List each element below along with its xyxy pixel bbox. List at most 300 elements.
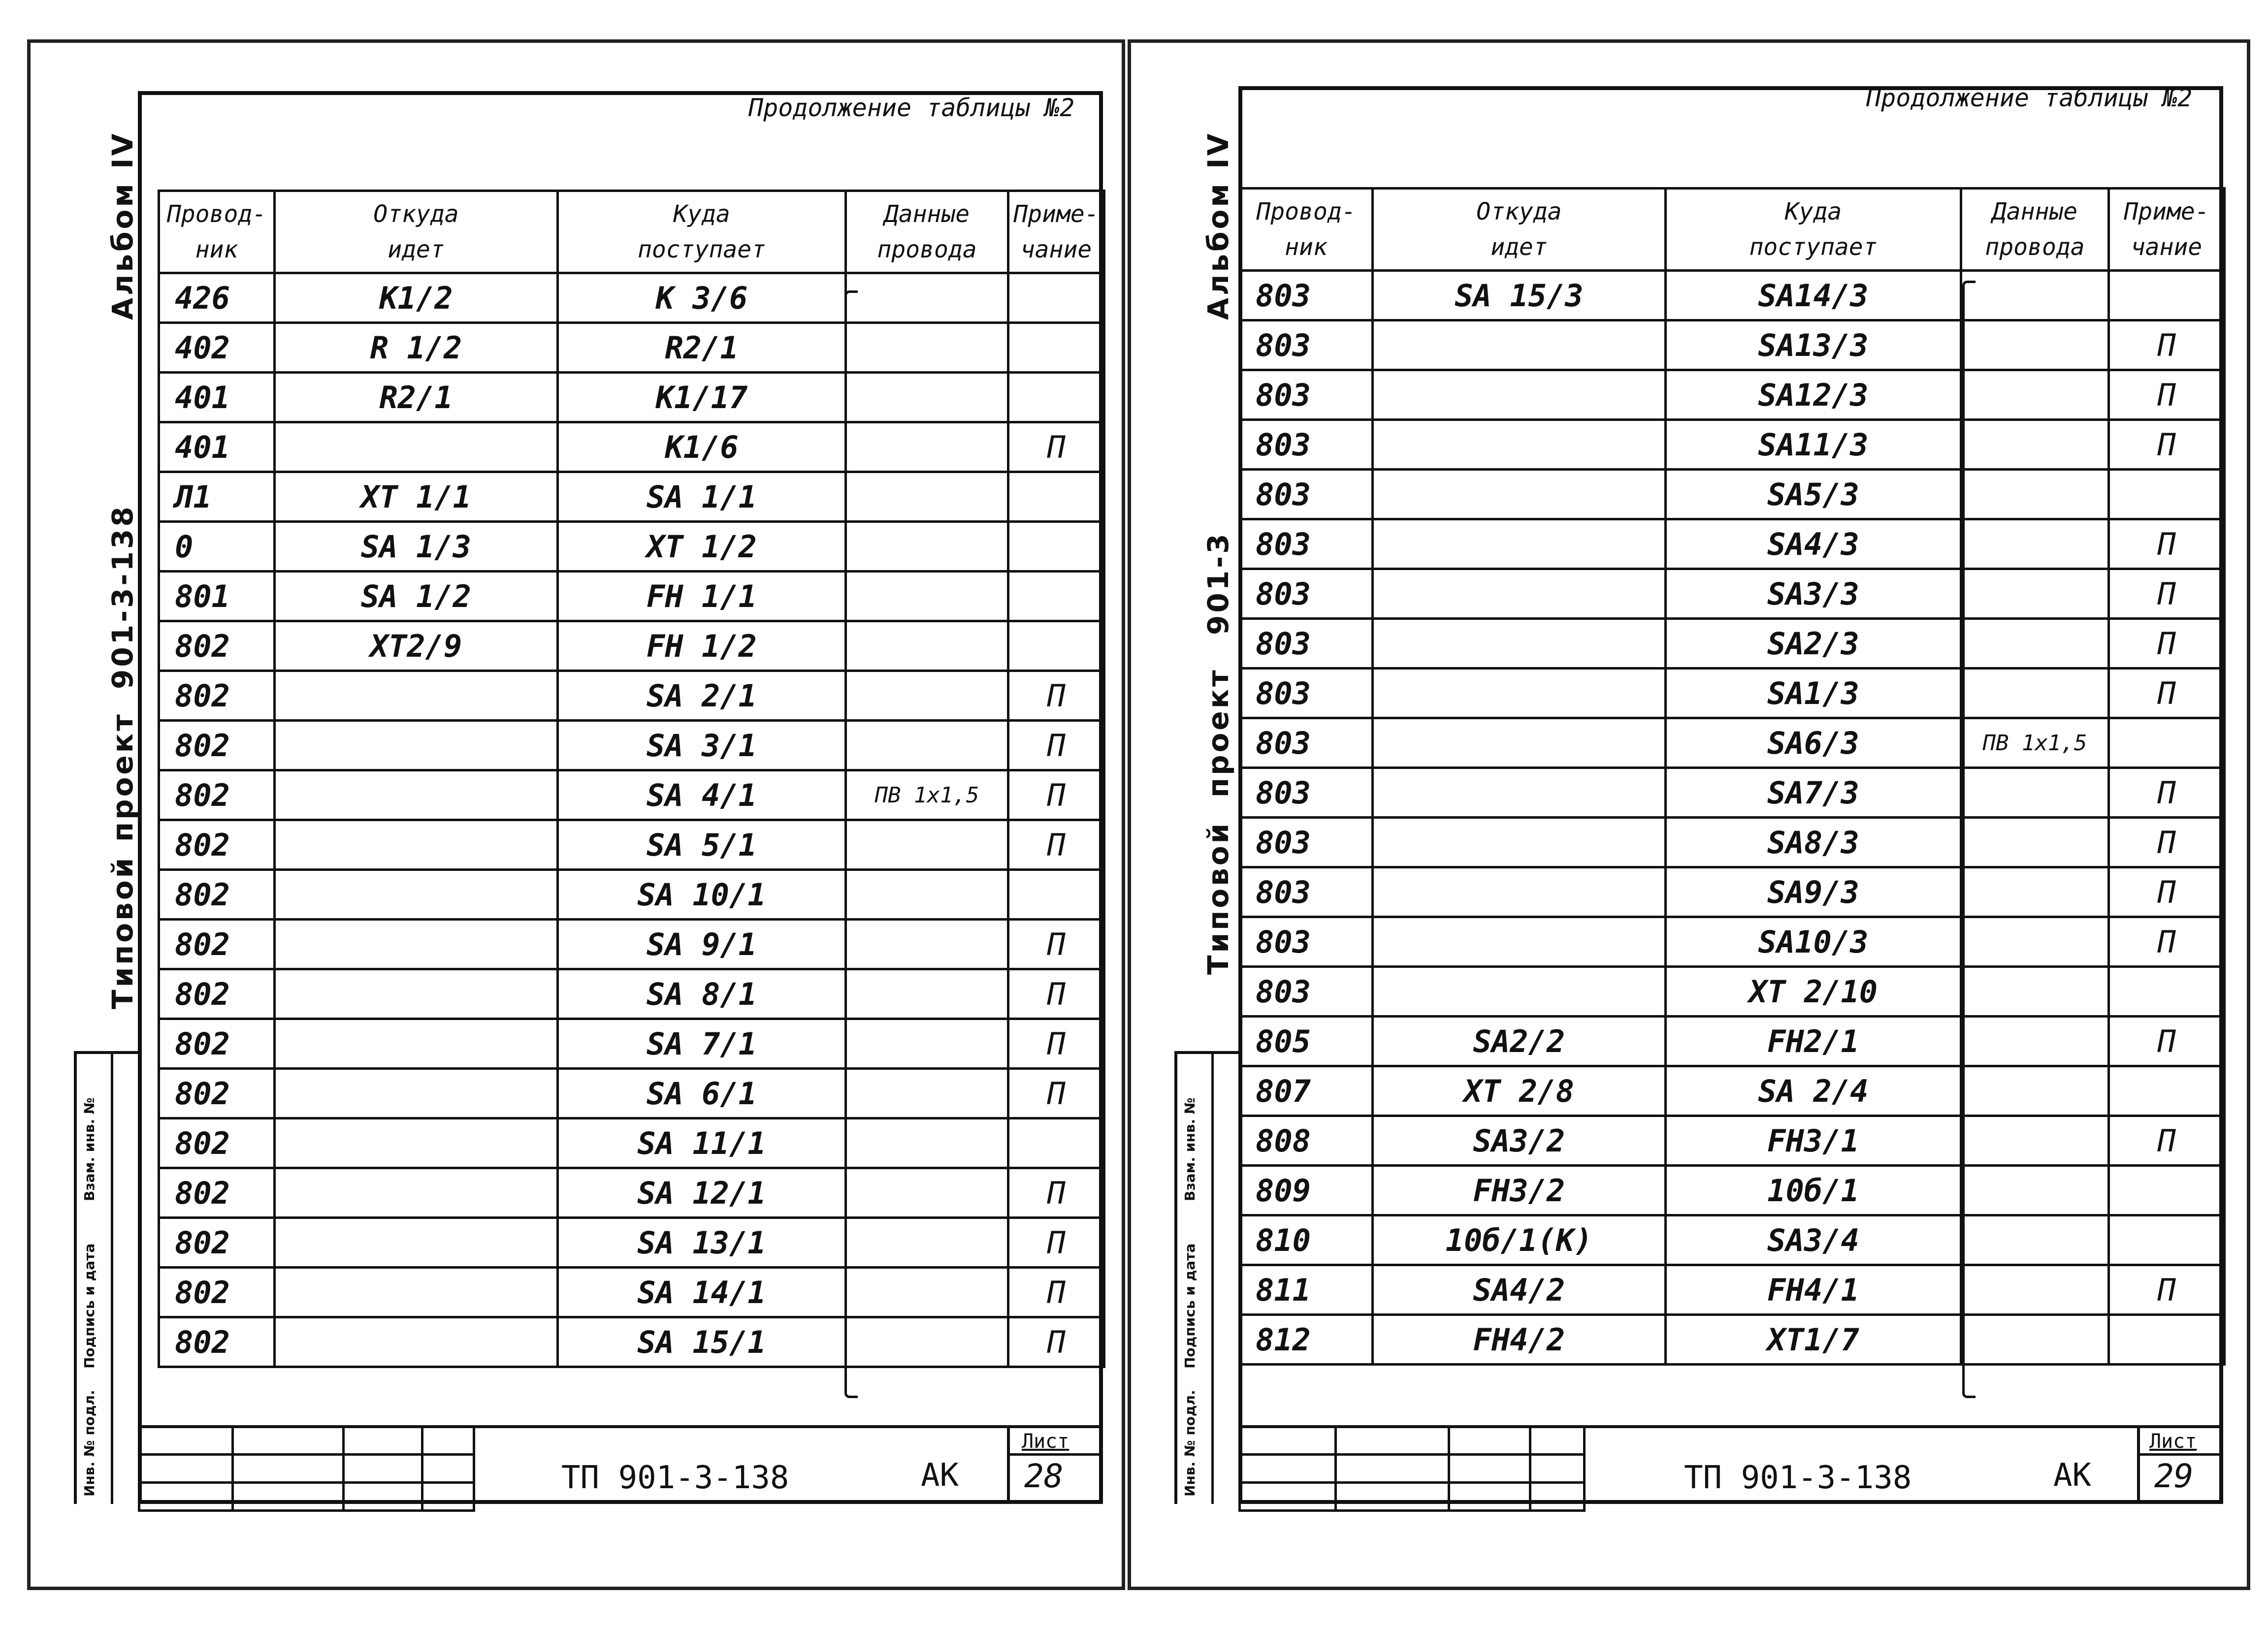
- cell-wire-data: [846, 572, 1008, 621]
- col-header-wire-data: Данные провода: [846, 191, 1008, 273]
- cell-note: П: [1008, 1168, 1104, 1218]
- table-row: [159, 373, 1104, 422]
- stamp-label-replaced: Взам. инв. №: [81, 1097, 97, 1201]
- cell-wire-data: [1961, 669, 2109, 718]
- cell-to: SA12/3: [1666, 370, 1961, 420]
- cell-from: [1373, 370, 1666, 420]
- cell-note: П: [1008, 1069, 1104, 1118]
- cell-to: SA 12/1: [558, 1168, 846, 1218]
- cell-from: [1373, 470, 1666, 519]
- cell-wire-number: 801: [159, 572, 275, 621]
- cell-wire-number: 803: [1240, 669, 1373, 718]
- cell-note: П: [1008, 1317, 1104, 1367]
- cell-wire-number: 803: [1240, 320, 1373, 370]
- table-row: [159, 572, 1104, 621]
- cell-from: R2/1: [275, 373, 558, 422]
- cell-note: [1008, 522, 1104, 572]
- cell-from: [275, 671, 558, 721]
- cell-wire-number: 802: [159, 969, 275, 1019]
- title-block-sheet-rule: [2137, 1453, 2223, 1456]
- cell-wire-number: 803: [1240, 619, 1373, 669]
- cell-from: SA2/2: [1373, 1017, 1666, 1066]
- cell-wire-data: [846, 1168, 1008, 1218]
- table-header-row: [1240, 189, 2225, 271]
- table-row: [159, 1069, 1104, 1118]
- cell-to: SA10/3: [1666, 917, 1961, 967]
- table-row: [159, 770, 1104, 820]
- cell-from: [1373, 967, 1666, 1017]
- cell-note: [2109, 1066, 2225, 1116]
- cell-from: SA 1/3: [275, 522, 558, 572]
- table-row: [1240, 818, 2225, 867]
- cell-from: FH3/2: [1373, 1166, 1666, 1215]
- cell-from: [275, 1069, 558, 1118]
- table-row: [1240, 917, 2225, 967]
- table-row: [1240, 320, 2225, 370]
- cell-wire-number: 0: [159, 522, 275, 572]
- stamp-label-signature: Подпись и дата: [81, 1243, 97, 1369]
- cell-note: [2109, 1215, 2225, 1265]
- cell-wire-number: 802: [159, 920, 275, 969]
- stamp-label-replaced: Взам. инв. №: [1182, 1097, 1198, 1201]
- cell-wire-data: [1961, 1017, 2109, 1066]
- cell-note: [2109, 1166, 2225, 1215]
- cell-wire-data: [1961, 519, 2109, 569]
- table-row: [1240, 1166, 2225, 1215]
- cell-note: П: [2109, 320, 2225, 370]
- cell-note: П: [2109, 768, 2225, 818]
- cell-wire-data: [1961, 967, 2109, 1017]
- cell-wire-number: 803: [1240, 569, 1373, 619]
- table-row: [1240, 470, 2225, 519]
- table-row: [159, 422, 1104, 472]
- cell-note: П: [2109, 669, 2225, 718]
- col-header-wire: Провод- ник: [1240, 189, 1373, 271]
- cell-wire-data: [1961, 271, 2109, 320]
- cell-wire-data: [846, 273, 1008, 323]
- cell-note: П: [2109, 519, 2225, 569]
- cell-to: SA14/3: [1666, 271, 1961, 320]
- table-row: [159, 1019, 1104, 1069]
- cell-wire-data: [846, 323, 1008, 373]
- cell-to: К1/17: [558, 373, 846, 422]
- cell-note: [2109, 718, 2225, 768]
- stamp-strip-left: [74, 1051, 77, 1504]
- cell-note: П: [2109, 370, 2225, 420]
- cell-note: П: [2109, 1265, 2225, 1315]
- table-caption: Продолжение таблицы №2: [748, 94, 1075, 122]
- cell-to: FH 1/2: [558, 621, 846, 671]
- cell-wire-data: [1961, 320, 2109, 370]
- margin-album: Альбом IV: [1201, 131, 1235, 320]
- document-section: АК: [2053, 1457, 2092, 1494]
- cell-wire-number: 426: [159, 273, 275, 323]
- cell-to: FH2/1: [1666, 1017, 1961, 1066]
- cell-from: [275, 422, 558, 472]
- cell-from: SA 1/2: [275, 572, 558, 621]
- cell-to: SA 2/4: [1666, 1066, 1961, 1116]
- stamp-strip-left: [1174, 1051, 1177, 1504]
- table-row: [159, 273, 1104, 323]
- cell-to: SA 15/1: [558, 1317, 846, 1367]
- cell-wire-data: [846, 472, 1008, 522]
- margin-series: Типовой: [1201, 821, 1235, 975]
- cell-from: [1373, 917, 1666, 967]
- cell-to: SA2/3: [1666, 619, 1961, 669]
- cell-wire-data: [1961, 569, 2109, 619]
- cell-wire-number: Л1: [159, 472, 275, 522]
- cell-wire-data: [1961, 1066, 2109, 1116]
- cell-wire-number: 803: [1240, 519, 1373, 569]
- table-header-row: [159, 191, 1104, 273]
- cell-from: SA3/2: [1373, 1116, 1666, 1166]
- cell-from: [275, 820, 558, 870]
- cell-to: SA 7/1: [558, 1019, 846, 1069]
- cell-from: [275, 1019, 558, 1069]
- cell-note: П: [1008, 770, 1104, 820]
- cell-note: П: [1008, 721, 1104, 770]
- cell-wire-data: [1961, 768, 2109, 818]
- cell-wire-number: 802: [159, 671, 275, 721]
- wire-data-brace: [844, 290, 858, 1398]
- cell-from: SA 15/3: [1373, 271, 1666, 320]
- cell-note: [2109, 1315, 2225, 1365]
- margin-album: Альбом IV: [106, 131, 139, 320]
- cell-to: ХТ1/7: [1666, 1315, 1961, 1365]
- cell-from: 10б/1(К): [1373, 1215, 1666, 1265]
- stamp-strip-divider: [111, 1051, 113, 1504]
- title-block-sheet-divider: [2137, 1425, 2140, 1504]
- cell-wire-data: [846, 820, 1008, 870]
- cell-wire-number: 802: [159, 1268, 275, 1317]
- cell-to: SA5/3: [1666, 470, 1961, 519]
- cell-to: FH 1/1: [558, 572, 846, 621]
- col-header-to: Куда поступает: [1666, 189, 1961, 271]
- cell-note: П: [2109, 569, 2225, 619]
- cell-note: П: [2109, 1116, 2225, 1166]
- cell-note: П: [1008, 969, 1104, 1019]
- cell-wire-number: 802: [159, 820, 275, 870]
- cell-from: [1373, 867, 1666, 917]
- cell-from: [275, 870, 558, 920]
- col-header-to: Куда поступает: [558, 191, 846, 273]
- cell-note: П: [2109, 917, 2225, 967]
- wire-data-brace: [1962, 281, 1976, 1398]
- cell-note: [1008, 373, 1104, 422]
- table-row: [1240, 271, 2225, 320]
- cell-from: [1373, 320, 1666, 370]
- cell-to: ХТ 1/2: [558, 522, 846, 572]
- cell-to: R2/1: [558, 323, 846, 373]
- cell-note: [1008, 1118, 1104, 1168]
- cell-note: П: [1008, 1218, 1104, 1268]
- cell-note: П: [2109, 1017, 2225, 1066]
- table-row: [1240, 370, 2225, 420]
- cell-from: К1/2: [275, 273, 558, 323]
- cell-wire-number: 803: [1240, 370, 1373, 420]
- table-row: [159, 1168, 1104, 1218]
- cell-from: [1373, 669, 1666, 718]
- cell-wire-data: [846, 721, 1008, 770]
- cell-note: П: [1008, 820, 1104, 870]
- col-header-note: Приме- чание: [1008, 191, 1104, 273]
- table-row: [1240, 1066, 2225, 1116]
- table-row: [159, 1317, 1104, 1367]
- table-row: [159, 1268, 1104, 1317]
- cell-from: [275, 721, 558, 770]
- cell-wire-number: 802: [159, 1218, 275, 1268]
- cell-wire-number: 803: [1240, 768, 1373, 818]
- cell-from: SA4/2: [1373, 1265, 1666, 1315]
- cell-wire-data: [846, 969, 1008, 1019]
- cell-to: SA 3/1: [558, 721, 846, 770]
- cell-to: SA8/3: [1666, 818, 1961, 867]
- cell-to: SA6/3: [1666, 718, 1961, 768]
- table-row: [1240, 967, 2225, 1017]
- cell-wire-number: 807: [1240, 1066, 1373, 1116]
- cell-wire-number: 809: [1240, 1166, 1373, 1215]
- cell-to: SA 10/1: [558, 870, 846, 920]
- cell-to: SA 11/1: [558, 1118, 846, 1168]
- col-header-wire: Провод- ник: [159, 191, 275, 273]
- sheet-number: 29: [2154, 1457, 2194, 1495]
- cell-wire-data: [846, 1069, 1008, 1118]
- cell-to: SA 9/1: [558, 920, 846, 969]
- cell-wire-data: [1961, 1315, 2109, 1365]
- cell-to: ХТ 2/10: [1666, 967, 1961, 1017]
- cell-from: [275, 969, 558, 1019]
- cell-note: [1008, 273, 1104, 323]
- cell-wire-data: [1961, 1166, 2109, 1215]
- table-row: [159, 969, 1104, 1019]
- cell-note: П: [2109, 420, 2225, 470]
- table-row: [1240, 1017, 2225, 1066]
- cell-wire-data: [846, 1218, 1008, 1268]
- sheet-label: Лист: [2149, 1430, 2197, 1453]
- table-row: [1240, 1265, 2225, 1315]
- cell-note: П: [1008, 671, 1104, 721]
- cell-to: FH4/1: [1666, 1265, 1961, 1315]
- table-body: [1240, 271, 2225, 1365]
- cell-note: [1008, 323, 1104, 373]
- cell-wire-number: 802: [159, 621, 275, 671]
- stamp-label-original: Инв. № подл.: [81, 1390, 97, 1497]
- cell-wire-data: [1961, 370, 2109, 420]
- cell-to: SA 4/1: [558, 770, 846, 820]
- cell-note: [2109, 967, 2225, 1017]
- table-row: [159, 1218, 1104, 1268]
- cell-wire-number: 803: [1240, 867, 1373, 917]
- cell-wire-number: 802: [159, 1168, 275, 1218]
- cell-wire-data: [1961, 1116, 2109, 1166]
- cell-wire-data: [1961, 470, 2109, 519]
- cell-wire-data: [846, 373, 1008, 422]
- table-row: [159, 323, 1104, 373]
- document-code: ТП 901-3-138: [561, 1460, 789, 1496]
- cell-wire-data: [1961, 1215, 2109, 1265]
- cell-from: [275, 1218, 558, 1268]
- title-block-sheet-rule: [1007, 1453, 1103, 1456]
- cell-to: К 3/6: [558, 273, 846, 323]
- cell-note: П: [1008, 422, 1104, 472]
- table-row: [159, 721, 1104, 770]
- table-row: [159, 671, 1104, 721]
- col-header-wire-data: Данные провода: [1961, 189, 2109, 271]
- margin-code: 901-3-138: [106, 504, 139, 689]
- document-section: АК: [921, 1457, 959, 1494]
- cell-wire-number: 401: [159, 373, 275, 422]
- cell-wire-number: 805: [1240, 1017, 1373, 1066]
- table-row: [1240, 718, 2225, 768]
- cell-note: [1008, 621, 1104, 671]
- cell-wire-number: 803: [1240, 818, 1373, 867]
- table-row: [159, 1118, 1104, 1168]
- cell-wire-number: 802: [159, 1019, 275, 1069]
- margin-code: 901-3: [1201, 531, 1235, 635]
- cell-from: [275, 1118, 558, 1168]
- title-block-top: [138, 1425, 1103, 1428]
- title-block-grid: [138, 1425, 475, 1512]
- cell-from: [1373, 619, 1666, 669]
- cell-wire-number: 401: [159, 422, 275, 472]
- table-body: [159, 273, 1104, 1367]
- cell-wire-number: 402: [159, 323, 275, 373]
- table-row: [159, 920, 1104, 969]
- cell-to: SA7/3: [1666, 768, 1961, 818]
- cell-wire-number: 812: [1240, 1315, 1373, 1365]
- table-row: [1240, 569, 2225, 619]
- table-row: [1240, 519, 2225, 569]
- cell-from: [1373, 519, 1666, 569]
- title-block-top: [1238, 1425, 2223, 1428]
- cell-wire-number: 803: [1240, 420, 1373, 470]
- cell-wire-data: [1961, 619, 2109, 669]
- table-row: [159, 820, 1104, 870]
- cell-wire-data: ПВ 1х1,5: [846, 770, 1008, 820]
- title-block-sheet-divider: [1007, 1425, 1010, 1504]
- col-header-note: Приме- чание: [2109, 189, 2225, 271]
- cell-to: SA3/3: [1666, 569, 1961, 619]
- cell-wire-data: [1961, 917, 2109, 967]
- cell-wire-number: 803: [1240, 470, 1373, 519]
- cell-note: П: [1008, 920, 1104, 969]
- table-row: [1240, 669, 2225, 718]
- cell-from: [275, 1317, 558, 1367]
- cell-wire-number: 803: [1240, 718, 1373, 768]
- table-row: [159, 522, 1104, 572]
- table-row: [1240, 768, 2225, 818]
- stamp-label-original: Инв. № подл.: [1182, 1390, 1198, 1497]
- cell-to: SA 6/1: [558, 1069, 846, 1118]
- cell-note: П: [2109, 818, 2225, 867]
- cell-note: [1008, 870, 1104, 920]
- cell-wire-data: [846, 522, 1008, 572]
- sheet-label: Лист: [1022, 1430, 1069, 1453]
- cell-wire-number: 808: [1240, 1116, 1373, 1166]
- cell-wire-number: 810: [1240, 1215, 1373, 1265]
- cell-to: К1/6: [558, 422, 846, 472]
- table-row: [1240, 867, 2225, 917]
- cell-wire-number: 803: [1240, 917, 1373, 967]
- margin-project: проект: [106, 712, 139, 842]
- cell-wire-data: [1961, 420, 2109, 470]
- cell-note: П: [2109, 867, 2225, 917]
- cell-wire-data: [846, 671, 1008, 721]
- cell-wire-data: [1961, 867, 2109, 917]
- cell-from: ХТ2/9: [275, 621, 558, 671]
- table-row: [159, 870, 1104, 920]
- col-header-from: Откуда идет: [1373, 189, 1666, 271]
- cell-wire-number: 803: [1240, 967, 1373, 1017]
- cell-from: R 1/2: [275, 323, 558, 373]
- cell-from: [1373, 818, 1666, 867]
- table-row: [1240, 1315, 2225, 1365]
- cell-wire-data: [846, 1317, 1008, 1367]
- cell-to: SA1/3: [1666, 669, 1961, 718]
- cell-wire-data: [846, 1118, 1008, 1168]
- cell-to: SA4/3: [1666, 519, 1961, 569]
- cell-wire-number: 802: [159, 1317, 275, 1367]
- table-row: [1240, 1215, 2225, 1265]
- table-caption: Продолжение таблицы №2: [1866, 84, 2193, 112]
- cell-from: ХТ 2/8: [1373, 1066, 1666, 1116]
- cell-wire-number: 802: [159, 870, 275, 920]
- stamp-strip-divider: [1211, 1051, 1214, 1504]
- stamp-strip-border: [74, 1051, 138, 1054]
- cell-note: [1008, 472, 1104, 522]
- cell-to: SA 2/1: [558, 671, 846, 721]
- cell-to: SA9/3: [1666, 867, 1961, 917]
- cell-wire-number: 802: [159, 1069, 275, 1118]
- cell-from: ХТ 1/1: [275, 472, 558, 522]
- cell-wire-data: [1961, 1265, 2109, 1315]
- table-row: [1240, 619, 2225, 669]
- cell-wire-data: ПВ 1х1,5: [1961, 718, 2109, 768]
- cell-to: FH3/1: [1666, 1116, 1961, 1166]
- stamp-label-signature: Подпись и дата: [1182, 1243, 1198, 1369]
- sheet-number: 28: [1024, 1457, 1064, 1495]
- margin-series: Типовой: [106, 855, 139, 1009]
- stamp-strip-border: [1174, 1051, 1238, 1054]
- cell-to: SA11/3: [1666, 420, 1961, 470]
- cell-to: SA13/3: [1666, 320, 1961, 370]
- table-row: [159, 472, 1104, 522]
- cell-note: [2109, 470, 2225, 519]
- cell-from: [1373, 420, 1666, 470]
- cell-wire-data: [846, 422, 1008, 472]
- cell-from: [275, 770, 558, 820]
- cell-from: [275, 920, 558, 969]
- cell-wire-number: 803: [1240, 271, 1373, 320]
- cell-wire-data: [846, 870, 1008, 920]
- cell-to: 10б/1: [1666, 1166, 1961, 1215]
- cell-to: SA 8/1: [558, 969, 846, 1019]
- cell-note: П: [1008, 1268, 1104, 1317]
- cell-from: [1373, 569, 1666, 619]
- table-row: [1240, 420, 2225, 470]
- cell-wire-number: 802: [159, 721, 275, 770]
- cell-to: SA 13/1: [558, 1218, 846, 1268]
- cell-from: [1373, 768, 1666, 818]
- cell-from: [275, 1268, 558, 1317]
- cell-from: [1373, 718, 1666, 768]
- cell-wire-data: [846, 920, 1008, 969]
- cell-to: SA 5/1: [558, 820, 846, 870]
- document-code: ТП 901-3-138: [1684, 1460, 1912, 1496]
- cell-wire-number: 811: [1240, 1265, 1373, 1315]
- cell-from: [275, 1168, 558, 1218]
- cell-to: SA 1/1: [558, 472, 846, 522]
